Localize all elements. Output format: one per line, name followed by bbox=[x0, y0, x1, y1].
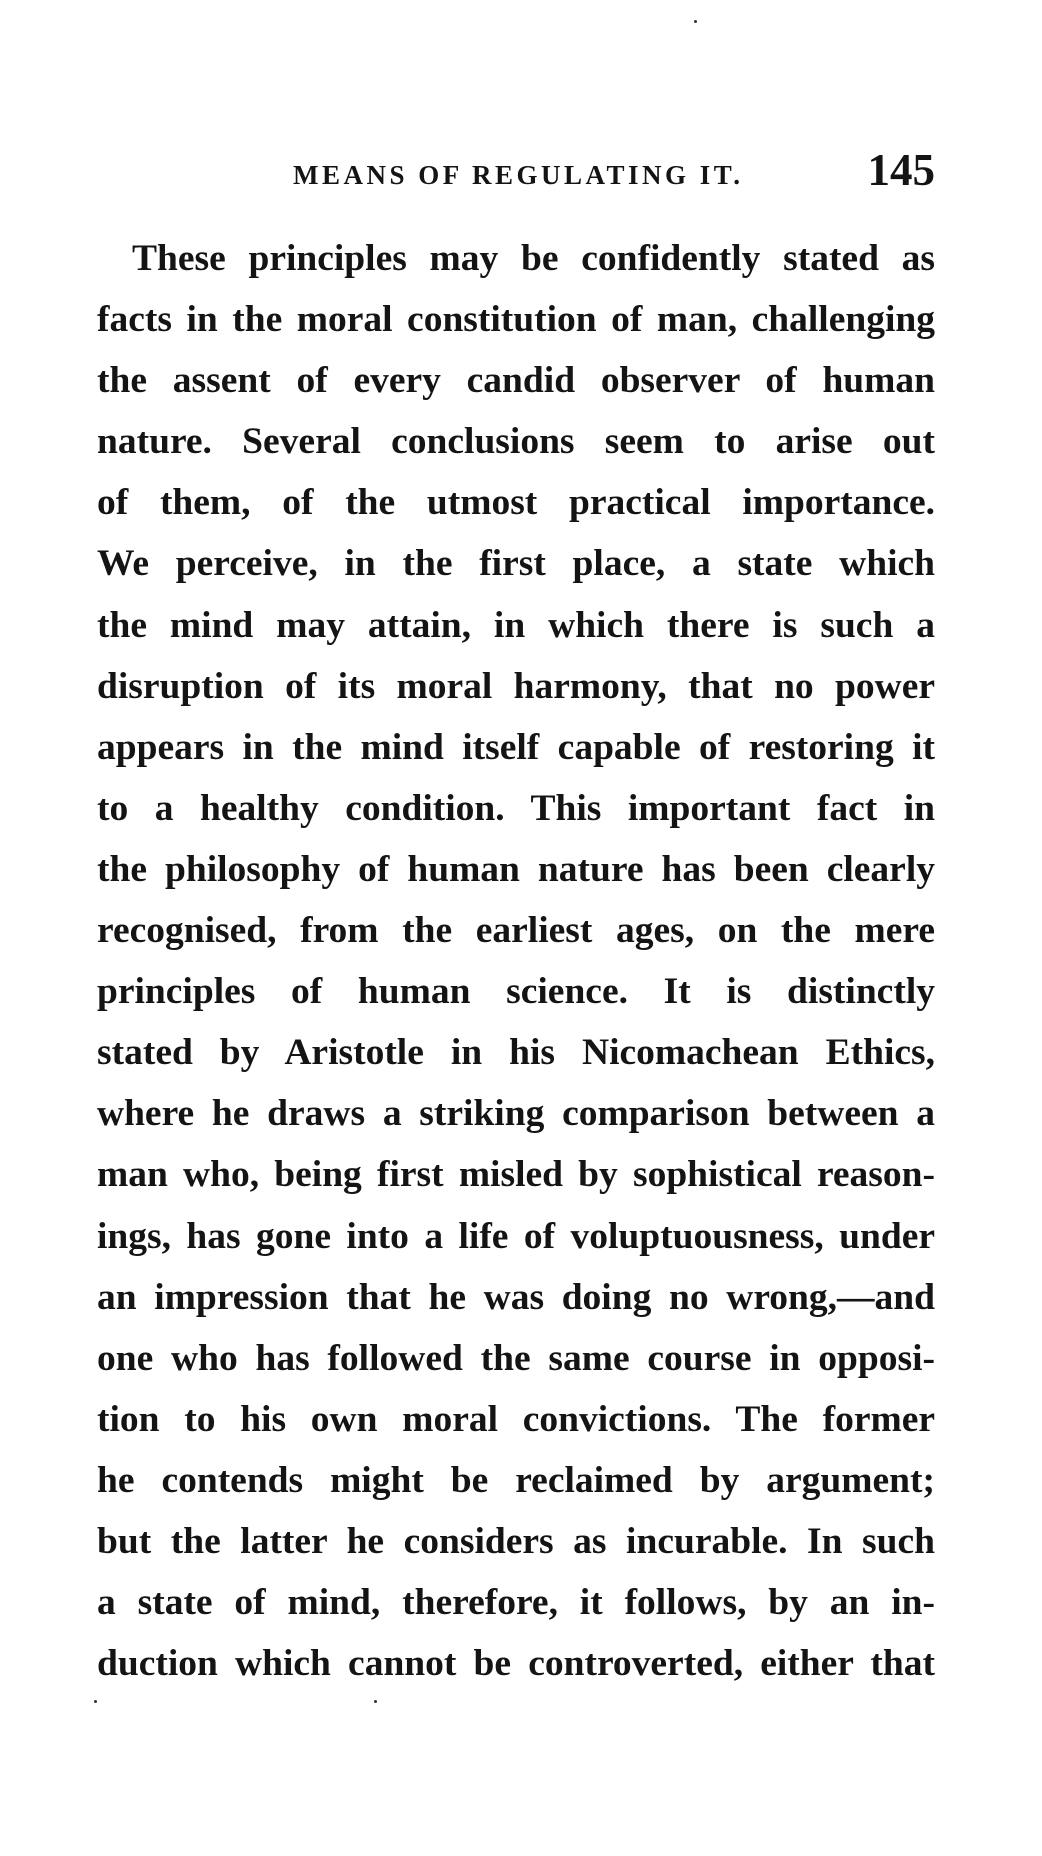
page-number: 145 bbox=[867, 145, 935, 195]
running-title: MEANS OF REGULATING IT. bbox=[293, 160, 744, 190]
paper-speck bbox=[374, 1700, 377, 1703]
text-line: the mind may attain, in which there is such a bbox=[97, 604, 935, 646]
text-line: facts in the moral constitution of man, challenging bbox=[97, 299, 935, 341]
text-line: he contends might be reclaimed by argument; bbox=[97, 1459, 935, 1501]
text-line: principles of human science. It is distinctly bbox=[97, 971, 935, 1013]
text-line: of them, of the utmost practical importance. bbox=[97, 482, 935, 524]
text-line: disruption of its moral harmony, that no power bbox=[97, 665, 935, 707]
text-line: but the latter he considers as incurable. In such bbox=[97, 1520, 935, 1562]
paper-speck bbox=[694, 20, 697, 23]
text-line: nature. Several conclusions seem to arise out bbox=[97, 421, 935, 463]
text-line: the philosophy of human nature has been clearly bbox=[97, 848, 935, 890]
paper-speck bbox=[94, 1700, 97, 1703]
text-line: an impression that he was doing no wrong,—and bbox=[97, 1276, 935, 1318]
text-line: appears in the mind itself capable of restoring it bbox=[97, 726, 935, 768]
text-line: stated by Aristotle in his Nicomachean Ethics, bbox=[97, 1032, 935, 1074]
text-line: ings, has gone into a life of voluptuousness, under bbox=[97, 1215, 935, 1257]
text-line: man who, being first misled by sophistical reason- bbox=[97, 1154, 935, 1196]
running-head bbox=[97, 144, 935, 194]
text-line: where he draws a striking comparison between a bbox=[97, 1093, 935, 1135]
body-text bbox=[97, 228, 935, 1694]
text-line: one who has followed the same course in opposi- bbox=[97, 1337, 935, 1379]
text-line: tion to his own moral convictions. The former bbox=[97, 1398, 935, 1440]
text-line: a state of mind, therefore, it follows, by an in- bbox=[97, 1582, 935, 1624]
text-line: recognised, from the earliest ages, on the mere bbox=[97, 910, 935, 952]
text-line: the assent of every candid observer of human bbox=[97, 360, 935, 402]
text-line: duction which cannot be controverted, either that bbox=[97, 1643, 935, 1685]
text-line: We perceive, in the first place, a state which bbox=[97, 543, 935, 585]
text-line: These principles may be confidently stated as bbox=[132, 238, 935, 279]
text-line: to a healthy condition. This important fact in bbox=[97, 787, 935, 829]
